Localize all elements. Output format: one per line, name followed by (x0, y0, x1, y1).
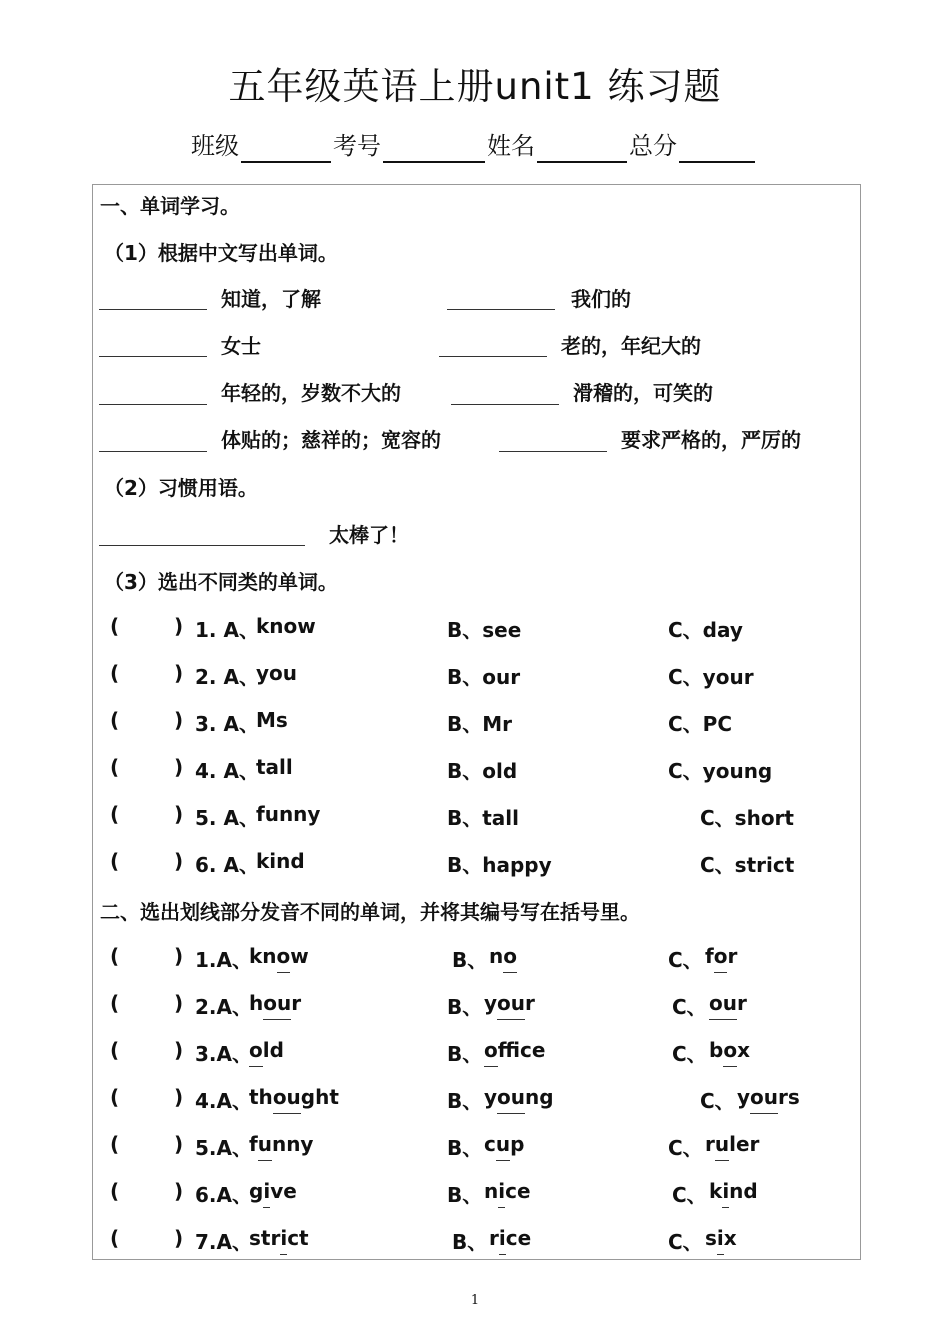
option-c (705, 1226, 737, 1250)
option-c: C、short (700, 806, 794, 830)
answer-blank[interactable] (99, 404, 207, 405)
answer-bracket-open[interactable]: ( (110, 1085, 120, 1109)
word-part: rs (778, 1085, 800, 1109)
answer-bracket-close: ) (174, 1085, 184, 1109)
answer-blank[interactable] (99, 451, 207, 452)
question-number: 5.A、 (195, 1136, 252, 1160)
part-1-heading: （1）根据中文写出单词。 (104, 241, 338, 265)
underlined-letters: i (716, 1226, 724, 1250)
option-c-label: C、 (672, 1183, 707, 1207)
answer-bracket-open[interactable]: ( (110, 991, 120, 1015)
part-2-heading: （2）习惯用语。 (104, 476, 258, 500)
answer-blank[interactable] (439, 356, 547, 357)
question-number: 6. A、 (195, 853, 259, 877)
answer-bracket-open[interactable]: ( (110, 1038, 120, 1062)
word-part: w (290, 944, 309, 968)
part-3-heading: （3）选出不同类的单词。 (104, 570, 338, 594)
underlined-letters: ou (750, 1085, 779, 1109)
option-a: Ms (256, 708, 288, 732)
answer-bracket-open[interactable]: ( (110, 755, 120, 779)
answer-bracket-open[interactable]: ( (110, 849, 120, 873)
word-prompt: 女士 (221, 334, 261, 358)
underlined-letters: ou (497, 1085, 526, 1109)
underlined-letters: u (257, 1132, 272, 1156)
answer-bracket-open[interactable]: ( (110, 1179, 120, 1203)
word-part: y (484, 991, 498, 1015)
answer-bracket-open[interactable]: ( (110, 944, 120, 968)
word-part: th (249, 1085, 273, 1109)
word-prompt: 老的，年纪大的 (561, 334, 701, 358)
question-number: 3.A、 (195, 1042, 252, 1066)
answer-bracket-close: ) (174, 614, 184, 638)
word-part: ler (729, 1132, 760, 1156)
word-part: r (727, 944, 738, 968)
word-part: x (723, 1226, 737, 1250)
question-number: 1. A、 (195, 618, 259, 642)
question-number: 5. A、 (195, 806, 259, 830)
word-part: y (484, 1085, 498, 1109)
option-b (484, 1085, 554, 1109)
underlined-letters: o (276, 944, 291, 968)
word-part: p (510, 1132, 525, 1156)
option-c: C、your (668, 665, 754, 689)
word-part: r (705, 1132, 715, 1156)
option-b: B、happy (447, 853, 552, 877)
answer-blank[interactable] (499, 451, 607, 452)
answer-bracket-open[interactable]: ( (110, 661, 120, 685)
word-part: c (484, 1132, 496, 1156)
option-a (249, 1038, 284, 1062)
underlined-letters: ou (709, 991, 737, 1015)
option-b (484, 991, 535, 1015)
word-part: r (291, 991, 302, 1015)
option-b: B、Mr (447, 712, 513, 736)
answer-bracket-close: ) (174, 1179, 184, 1203)
option-b: B、our (447, 665, 521, 689)
word-part: str (249, 1226, 281, 1250)
word-part: f (705, 944, 714, 968)
word-part: ct (287, 1226, 309, 1250)
underlined-letters: i (722, 1179, 730, 1203)
underlined-letters: i (498, 1226, 506, 1250)
word-part: kn (249, 944, 277, 968)
answer-bracket-close: ) (174, 755, 184, 779)
word-part: k (709, 1179, 723, 1203)
option-c (737, 1085, 800, 1109)
option-a: you (256, 661, 298, 685)
answer-bracket-open[interactable]: ( (110, 802, 120, 826)
word-part: y (737, 1085, 751, 1109)
option-a: kind (256, 849, 305, 873)
option-c (705, 944, 737, 968)
page-title: 五年级英语上册unit1 练习题 (228, 65, 722, 108)
option-b-label: B、 (447, 995, 483, 1019)
word-prompt: 知道，了解 (221, 287, 321, 311)
word-part: s (705, 1226, 717, 1250)
underlined-letters: i (280, 1226, 288, 1250)
option-a (249, 1226, 309, 1250)
underlined-letters: o (723, 1038, 738, 1062)
answer-bracket-close: ) (174, 661, 184, 685)
option-c: C、young (668, 759, 773, 783)
answer-bracket-close: ) (174, 1038, 184, 1062)
word-part: n (489, 944, 504, 968)
phrase-prompt: 太棒了！ (329, 523, 409, 547)
underlined-letters: o (484, 1038, 498, 1062)
number-label: 考号 (333, 132, 381, 160)
word-part: h (249, 991, 264, 1015)
score-field[interactable] (679, 161, 755, 163)
word-part: x (737, 1038, 750, 1062)
answer-bracket-close: ) (174, 802, 184, 826)
option-a: know (256, 614, 316, 638)
underlined-letters: o (713, 944, 728, 968)
option-c-label: C、 (668, 1230, 703, 1254)
underlined-letters: ou (272, 1085, 301, 1109)
word-part: f (249, 1132, 258, 1156)
underlined-letters: i (498, 1179, 506, 1203)
option-c-label: C、 (668, 1136, 703, 1160)
name-label: 姓名 (487, 132, 535, 160)
question-number: 7.A、 (195, 1230, 252, 1254)
option-b-label: B、 (447, 1089, 483, 1113)
word-part: ld (262, 1038, 284, 1062)
answer-bracket-close: ) (174, 991, 184, 1015)
option-c: C、day (668, 618, 743, 642)
word-part: ng (525, 1085, 554, 1109)
option-b: B、old (447, 759, 518, 783)
section-2-heading: 二、选出划线部分发音不同的单词，并将其编号写在括号里。 (100, 900, 640, 924)
underlined-letters: ou (263, 991, 292, 1015)
answer-bracket-close: ) (174, 1226, 184, 1250)
option-a (249, 1179, 297, 1203)
answer-blank[interactable] (451, 404, 559, 405)
word-part: n (484, 1179, 499, 1203)
option-b (489, 944, 517, 968)
answer-blank[interactable] (99, 309, 207, 310)
option-a (249, 991, 301, 1015)
word-part: b (709, 1038, 724, 1062)
answer-bracket-open[interactable]: ( (110, 1226, 120, 1250)
option-c: C、PC (668, 712, 733, 736)
answer-bracket-open[interactable]: ( (110, 614, 120, 638)
word-prompt: 年轻的，岁数不大的 (221, 381, 401, 405)
answer-bracket-close: ) (174, 849, 184, 873)
word-part: ce (505, 1179, 531, 1203)
option-b (484, 1038, 545, 1062)
score-label: 总分 (629, 132, 677, 160)
answer-blank[interactable] (447, 309, 555, 310)
option-a: funny (256, 802, 321, 826)
underlined-letters: u (714, 1132, 730, 1156)
class-field[interactable] (241, 161, 331, 163)
option-b (484, 1132, 524, 1156)
underlined-letters: o (503, 944, 517, 968)
option-b-label: B、 (447, 1183, 483, 1207)
option-c (709, 991, 747, 1015)
option-c-label: C、 (700, 1089, 735, 1113)
underlined-letters: ou (497, 991, 526, 1015)
option-b-label: B、 (452, 948, 488, 972)
section-1-heading: 一、单词学习。 (100, 194, 240, 218)
option-c-label: C、 (672, 995, 707, 1019)
option-b: B、see (447, 618, 522, 642)
page-number: 1 (470, 1293, 480, 1308)
question-number: 2. A、 (195, 665, 259, 689)
word-part: ffice (497, 1038, 546, 1062)
option-a (249, 1132, 313, 1156)
option-a (249, 1085, 339, 1109)
word-part: ght (300, 1085, 339, 1109)
word-part: r (525, 991, 535, 1015)
option-c-label: C、 (672, 1042, 707, 1066)
word-prompt: 体贴的；慈祥的；宽容的 (221, 428, 441, 452)
question-number: 4. A、 (195, 759, 259, 783)
option-b-label: B、 (452, 1230, 488, 1254)
word-prompt: 要求严格的，严厉的 (621, 428, 801, 452)
question-number: 6.A、 (195, 1183, 252, 1207)
question-number: 3. A、 (195, 712, 259, 736)
answer-bracket-close: ) (174, 944, 184, 968)
answer-blank[interactable] (99, 356, 207, 357)
word-part: ve (270, 1179, 297, 1203)
underlined-letters: i (263, 1179, 271, 1203)
number-field[interactable] (383, 161, 485, 163)
option-c (705, 1132, 759, 1156)
answer-bracket-open[interactable]: ( (110, 708, 120, 732)
class-label: 班级 (191, 132, 239, 160)
answer-blank[interactable] (99, 545, 305, 546)
question-number: 2.A、 (195, 995, 252, 1019)
answer-bracket-close: ) (174, 1132, 184, 1156)
word-part: r (736, 991, 747, 1015)
option-c: C、strict (700, 853, 795, 877)
question-number: 4.A、 (195, 1089, 252, 1113)
word-part: nny (271, 1132, 314, 1156)
answer-bracket-open[interactable]: ( (110, 1132, 120, 1156)
answer-bracket-close: ) (174, 708, 184, 732)
option-b (489, 1226, 531, 1250)
option-b-label: B、 (447, 1136, 483, 1160)
option-b: B、tall (447, 806, 520, 830)
word-part: g (249, 1179, 264, 1203)
word-part: nd (729, 1179, 758, 1203)
option-b (484, 1179, 531, 1203)
option-c (709, 1038, 750, 1062)
option-c (709, 1179, 758, 1203)
word-part: r (489, 1226, 499, 1250)
underlined-letters: o (249, 1038, 263, 1062)
option-c-label: C、 (668, 948, 703, 972)
option-a: tall (256, 755, 293, 779)
word-part: ce (505, 1226, 532, 1250)
question-number: 1.A、 (195, 948, 252, 972)
underlined-letters: u (495, 1132, 511, 1156)
word-prompt: 我们的 (571, 287, 631, 311)
option-a (249, 944, 309, 968)
word-prompt: 滑稽的，可笑的 (573, 381, 713, 405)
option-b-label: B、 (447, 1042, 483, 1066)
name-field[interactable] (537, 161, 627, 163)
